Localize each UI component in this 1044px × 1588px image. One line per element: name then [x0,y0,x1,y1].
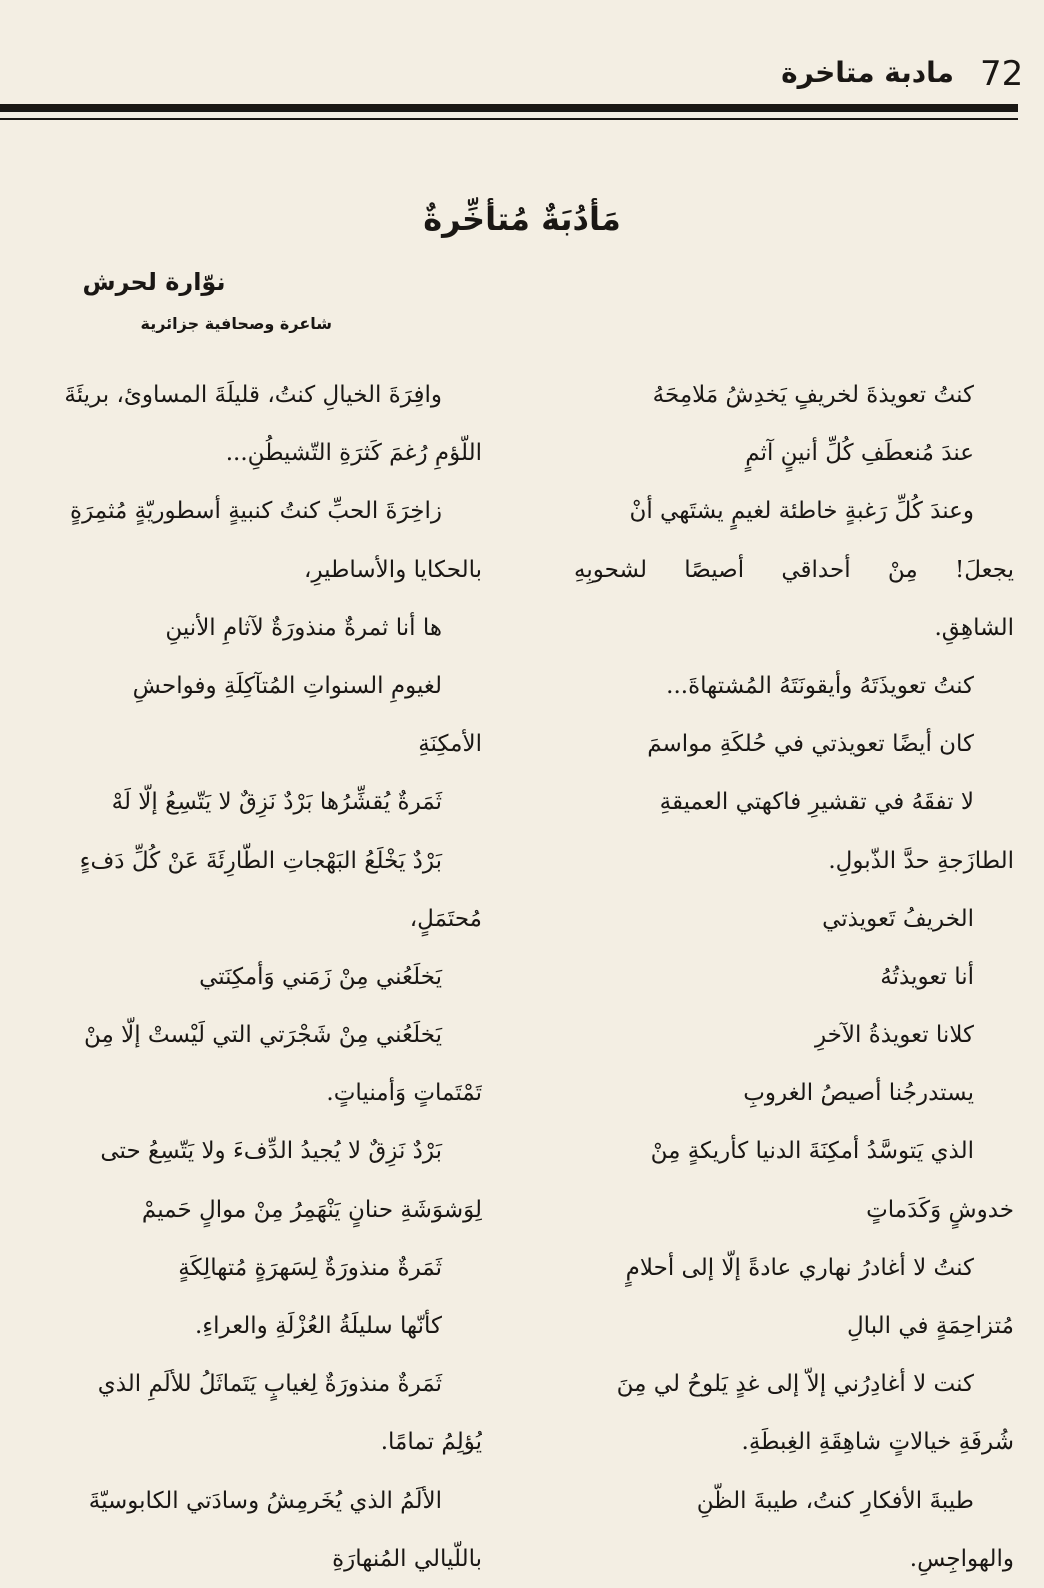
verse-line: كنت لا أغادِرُني إلاّ إلى غدٍ يَلوحُ لي مِنَ [616,1371,974,1398]
verse-line: مُتزاحِمَةٍ في البالِ [846,1313,1014,1339]
verse-line: الألَمُ الذي يُخَرمِشُ وسادَتي الكابوسيّةَ [88,1487,442,1514]
verse-line: يَخلَعُني مِنْ زَمَني وَأمكِنَتي [199,963,442,990]
verse-line: الشاهِقِ. [934,614,1014,641]
verse-line: باللّيالي المُنهارَةِ [332,1545,482,1572]
header-rule [0,104,1018,112]
verse-line: الخريفُ تَعويذتي [822,905,974,932]
verse-line: الذي يَتوسَّدُ أمكِنَةَ الدنيا كأريكةٍ مِنْ [650,1138,974,1165]
verse-line: ثَمَرةٌ منذورَةٌ لِغيابٍ يَتَماثَلُ للألَمِ الذي [97,1371,442,1398]
left-column [40,366,482,1588]
verse-line: وعندَ كُلِّ رَغبةٍ خاطئة لغيمٍ يشتَهي أنْ [629,498,974,525]
verse-line: كلانا تعويذةُ الآخرِ [814,1022,974,1049]
poem-title: مَأدُبَةٌ مُتأخِّرةٌ [423,200,621,238]
verse-line: اللّؤمِ رُغمَ كَثرَةِ التّشيطُنِ... [225,440,482,467]
verse-line: ثَمَرةٌ يُقشِّرُها بَرْدٌ نَزِقٌ لا يَتّسِعُ إلّا لَهْ [111,789,442,816]
page-number: 72 [980,54,1024,94]
verse-line: يجعلَ! مِنْ أحداقي أصيصًا لشحوبِهِ [574,556,1014,583]
verse-line: يستدرجُنا أصيصُ الغروبِ [743,1080,974,1107]
verse-line: أنا تعويذتُهُ [880,963,974,990]
verse-line: بَرْدٌ نَزِقٌ لا يُجيدُ الدِّفءَ ولا يَتّسِعُ حتى [100,1138,442,1165]
verse-line: بَرْدٌ يَخْلَعُ البَهْجاتِ الطّارِئَةَ عَنْ كُلِّ دَفءٍ [79,847,442,874]
verse-line: والهواجِسِ. [909,1545,1014,1572]
verse-line: لغيومِ السنواتِ المُتآكِلَةِ وفواحشِ [132,672,442,699]
verse-line: لِوَشوَشَةِ حنانٍ يَنْهَمِرُ مِنْ موالٍ حَميمْ [141,1196,482,1223]
verse-line: زاخِرَةَ الحبِّ كنتُ كنبيةٍ أسطوريّةٍ مُثمِرَةٍ [70,498,442,525]
verse-line: طيبةَ الأفكارِ كنتُ، طيبةَ الظّنِ [696,1487,974,1514]
author-name: نوّارة لحرش [82,268,226,296]
verse-line: ثَمَرةٌ منذورَةٌ لِسَهرَةٍ مُتهالِكَةٍ [178,1254,442,1281]
header-rule-thin [0,118,1018,120]
verse-line: مُحتَمَلٍ، [409,905,482,932]
page-header [40,50,1024,100]
verse-line: تَمْتَماتٍ وَأمنياتٍ. [326,1080,482,1107]
verse-line: ها أنا ثمرةٌ منذورَةٌ لآثامِ الأنينِ [165,614,442,641]
verse-line: خدوشٍ وَكَدَماتٍ [866,1196,1014,1223]
verse-line: يَخلَعُني مِنْ شَجْرَتي التي لَيْستْ إلّا مِنْ [83,1022,442,1049]
verse-line: شُرفَةِ خيالاتٍ شاهِقَةِ الغِبطَةِ. [741,1429,1014,1456]
verse-line: كنتُ لا أغادرُ نهاري عادةً إلّا إلى أحلامٍ [625,1254,974,1281]
verse-line: بالحكايا والأساطيرِ، [304,556,482,583]
verse-line: الأمكِنَةِ [418,731,482,758]
verse-line: وافِرَةَ الخيالِ كنتُ، قليلَةَ المساوئ، بريئَةَ [64,382,442,408]
verse-line: كنتُ تعويذةَ لخريفٍ يَخدِشُ مَلامِحَهُ [652,382,974,408]
verse-line: يُؤلِمُ تمامًا. [380,1429,482,1456]
verse-line: كأنّها سليلَةُ العُزْلَةِ والعراءِ. [194,1313,442,1339]
verse-line: كنتُ تعويذَتَهُ وأيقونَتَهُ المُشتهاةَ... [666,672,974,699]
verse-line: عندَ مُنعطَفِ كُلِّ أنينٍ آثمٍ [745,440,974,467]
right-column [574,366,1014,1588]
running-title: مادبة متاخرة [781,56,954,89]
verse-line: لا تفقَهُ في تقشيرِ فاكهتي العميقةِ [659,789,974,816]
verse-line: الطازَجةِ حدَّ الذّبولِ. [828,847,1014,874]
author-role: شاعرة وصحافية جزائرية [140,314,332,333]
verse-line: كان أيضًا تعويذتي في حُلكَةِ مواسمَ [647,731,974,758]
